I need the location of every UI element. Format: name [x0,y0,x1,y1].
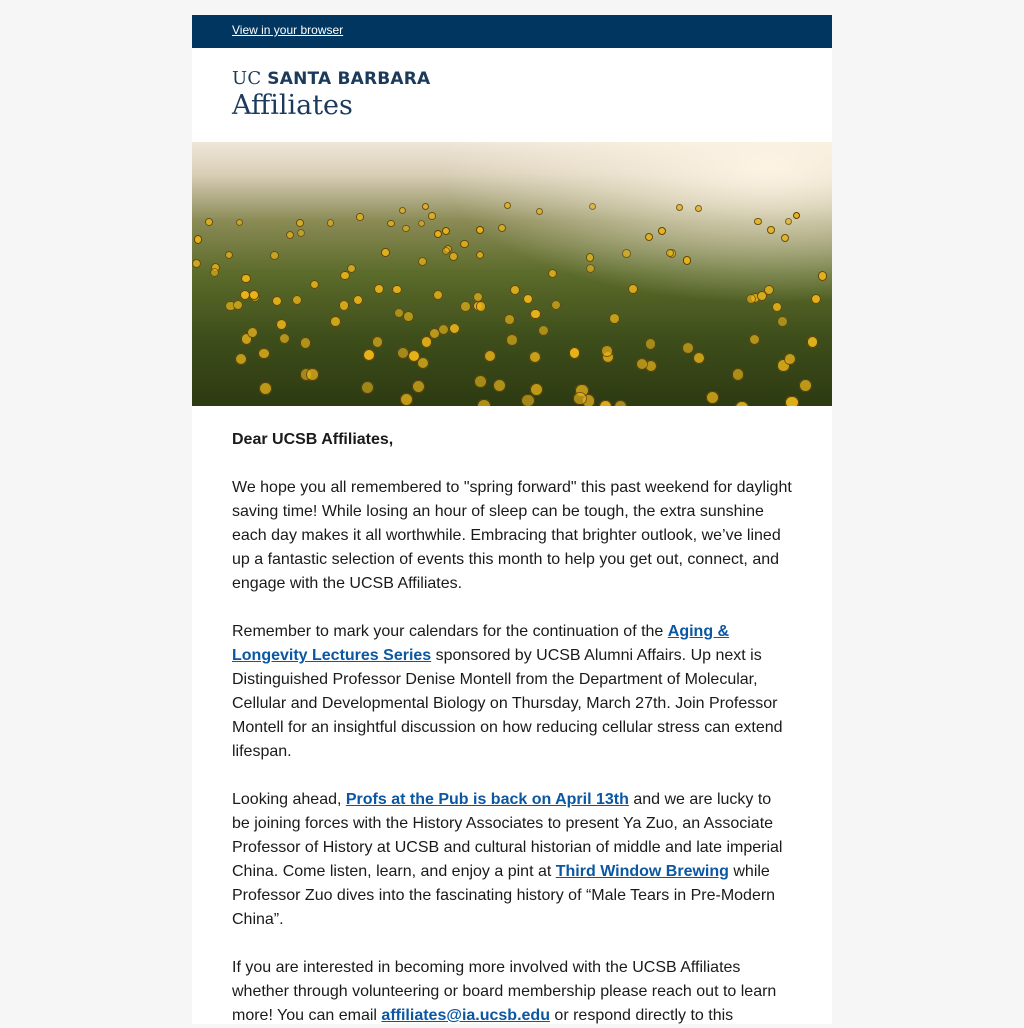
flower-decoration [422,203,429,210]
flower-decoration [785,396,798,406]
flower-decoration [460,240,468,248]
flower-decoration [292,295,302,305]
flower-decoration [374,284,384,294]
flower-decoration [205,218,213,226]
paragraph-intro: We hope you all remembered to "spring forward" this past weekend for daylight saving time! While losing an hour of sleep can be tough, the extra sunshine each day makes it all worthwhile. Embracing that brighter outlook, we’ve lined up a fantastic selection of events this month to help you get out, connect, and engage with the UCSB Affiliates. [232,479,792,592]
flower-decoration [474,375,487,388]
flower-decoration [306,368,319,381]
flower-decoration [418,220,426,228]
flower-decoration [658,227,666,235]
flower-decoration [764,285,774,295]
flower-decoration [609,313,620,324]
flower-decoration [530,309,541,320]
flower-decoration [353,295,363,305]
flower-decoration [536,208,543,215]
flower-decoration [372,336,383,347]
profs-at-pub-link[interactable]: Profs at the Pub is back on April 13th [345,791,629,808]
flower-decoration [392,285,402,295]
flower-decoration [339,300,349,310]
flower-decoration [387,220,395,228]
flower-decoration [279,333,290,344]
flower-decoration [777,316,788,327]
logo-uc: UC [232,68,262,89]
flower-decoration [412,380,425,393]
email-body [192,15,832,1024]
flower-decoration [573,392,586,405]
flower-decoration [551,300,561,310]
flower-decoration [784,353,796,365]
flower-decoration [706,391,719,404]
flower-decoration [241,274,250,283]
greeting: Dear UCSB Affiliates, [232,431,394,448]
flower-decoration [799,379,812,392]
flower-decoration [695,205,702,212]
flower-decoration [400,393,413,406]
flower-decoration [683,256,692,265]
flower-decoration [807,336,818,347]
flower-decoration [506,334,517,345]
flower-decoration [666,249,675,258]
flower-decoration [569,347,581,359]
flower-decoration [210,268,219,277]
flower-decoration [504,202,511,209]
flower-decoration [236,219,244,227]
flower-decoration [476,226,484,234]
flower-decoration [793,212,800,219]
flower-decoration [732,368,745,381]
flower-decoration [394,308,405,319]
flower-decoration [259,382,272,395]
flower-decoration [477,399,491,406]
flower-decoration [449,323,460,334]
flower-decoration [233,300,243,310]
paragraph-profs-pub [232,788,792,932]
flower-decoration [434,230,442,238]
flower-decoration [484,350,496,362]
flower-decoration [476,301,486,311]
flower-decoration [297,229,305,237]
flower-decoration [589,203,596,210]
flower-decoration [785,218,793,226]
flower-decoration [504,314,515,325]
flower-decoration [421,336,432,347]
flower-decoration [310,280,320,290]
flower-decoration [749,334,760,345]
text: Remember to mark your calendars for the continuation of the [232,623,668,640]
flower-decoration [276,319,287,330]
paragraph-involvement [232,956,792,1028]
flower-decoration [247,327,258,338]
flower-decoration [693,352,705,364]
flower-decoration [442,227,450,235]
flower-decoration [811,294,821,304]
flower-decoration [601,345,613,357]
hero-image-wildflowers [192,142,832,406]
flower-decoration [599,400,613,406]
flower-decoration [399,207,406,214]
flower-decoration [636,358,648,370]
flower-decoration [529,351,541,363]
flower-decoration [397,347,409,359]
flower-decoration [330,316,341,327]
flower-decoration [460,301,470,311]
flower-decoration [767,226,775,234]
flower-decoration [356,213,363,220]
flower-decoration [586,253,595,262]
paragraph-lectures [232,620,792,764]
flower-decoration [628,284,638,294]
flower-decoration [418,257,427,266]
flower-decoration [538,325,549,336]
flower-decoration [433,290,443,300]
flower-decoration [586,264,595,273]
flower-decoration [235,353,247,365]
flower-decoration [645,233,653,241]
third-window-brewing-link[interactable]: Third Window Brewing [555,863,729,880]
flower-decoration [523,294,533,304]
flower-decoration [735,401,749,406]
text: sponsored by UCSB Alumni Affairs. Up next is Distinguished Professor Denise Montell from the Department of Molecular, Cellular and Developmental Biology on Thursday, March 27th. Join Professor Montell for an insightful discussion on how reducing cellular stress can extend lifespan. [232,647,783,760]
flower-decoration [272,296,282,306]
flower-decoration [521,394,534,406]
top-bar [192,15,832,48]
logo-santa-barbara: SANTA BARBARA [267,69,431,89]
flower-decoration [192,259,201,268]
flower-decoration [772,302,782,312]
view-in-browser-link[interactable]: View in your browser [232,23,344,37]
flower-decoration [781,234,789,242]
text: If you are interested in becoming more involved with the UCSB Affiliates whether through volunteering or board membership please reach out to learn more! You can email [232,959,777,1024]
flower-decoration [548,269,557,278]
logo-affiliates: Affiliates [232,90,353,121]
flower-decoration [476,251,485,260]
flower-decoration [493,379,506,392]
flower-decoration [622,249,631,258]
flower-decoration [361,381,374,394]
flower-decoration [682,342,694,354]
flower-decoration [645,338,657,350]
flower-decoration [449,252,458,261]
email-content [192,406,832,1028]
ucsb-affiliates-logo [192,48,832,142]
flower-decoration [347,264,356,273]
flower-decoration [340,271,349,280]
flower-decoration [381,248,390,257]
flower-decoration [286,231,294,239]
flower-decoration [258,348,270,360]
flower-decoration [614,400,628,406]
flower-decoration [240,290,250,300]
flower-decoration [402,225,410,233]
text: Looking ahead, [232,791,346,808]
flower-decoration [194,235,202,243]
flower-decoration [498,224,506,232]
email-link[interactable]: affiliates@ia.ucsb.edu [381,1007,550,1024]
flower-decoration [428,212,435,219]
flower-decoration [818,271,827,280]
text: while Professor Zuo dives into the fascinating history of “Male Tears in Pre-Modern China”. [232,863,776,928]
text: and we are lucky to be joining forces with the History Associates to present Ya Zuo, an Associate Professor of History at UCSB and cultural historian of middle and late imperial China. Come listen, learn, and enjoy a pint at [232,791,783,880]
flower-decoration [403,311,414,322]
aging-longevity-link[interactable]: Aging & Longevity Lectures Series [232,623,730,664]
flower-decoration [676,204,683,211]
flower-decoration [754,218,762,226]
flower-decoration [300,337,312,349]
flower-decoration [296,219,304,227]
flower-decoration [225,251,234,260]
flower-decoration [363,349,375,361]
flower-decoration [510,285,520,295]
flower-decoration [408,350,420,362]
text: or respond directly to this [549,1007,734,1024]
flower-decoration [270,251,279,260]
flower-decoration [327,219,335,227]
